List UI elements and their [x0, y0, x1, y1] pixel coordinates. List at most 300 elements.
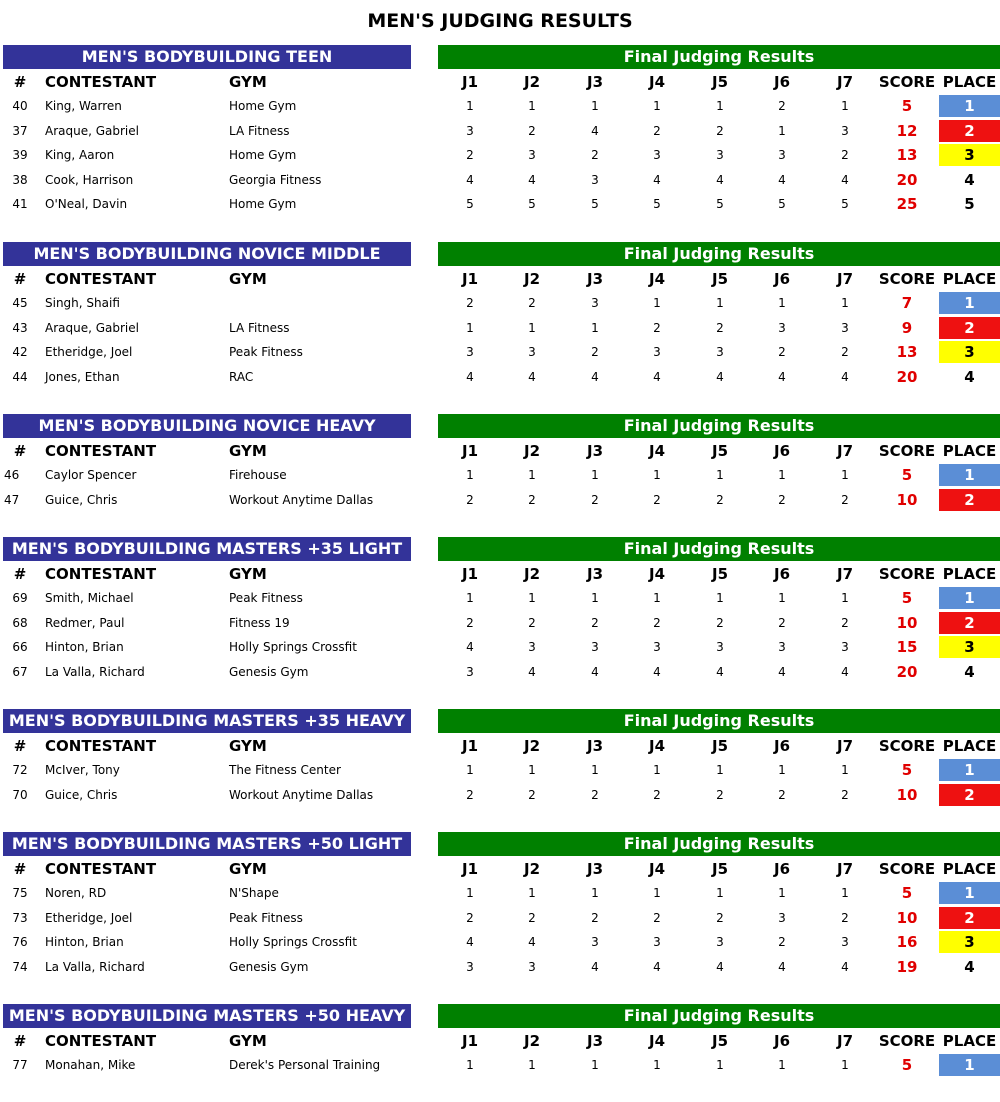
judge-3-score: 3: [591, 935, 599, 950]
contestant-number: 47: [4, 492, 20, 507]
total-score: 5: [901, 761, 913, 779]
place-value: 3: [964, 343, 975, 362]
judge-7-score: 2: [841, 492, 849, 507]
header-row: [0, 1029, 1000, 1053]
table-row: [0, 906, 1000, 930]
judge-2-score: 3: [528, 640, 536, 655]
judge-3-header: J3: [586, 442, 604, 460]
contestant-name: Monahan, Mike: [45, 1058, 136, 1072]
place-badge: [939, 341, 1000, 363]
judge-2-score: 2: [528, 123, 536, 138]
table-row: [0, 1053, 1000, 1077]
table-row: [0, 611, 1000, 635]
judge-4-header: J4: [648, 270, 666, 288]
place-header: PLACE: [942, 73, 997, 91]
table-row: [0, 930, 1000, 954]
judge-6-header: J6: [773, 442, 791, 460]
total-score: 15: [896, 638, 918, 657]
contestant-name: Araque, Gabriel: [45, 123, 139, 138]
gym-name: [229, 291, 434, 315]
place-value: 3: [964, 933, 975, 952]
judge-6-score: 5: [778, 197, 786, 212]
table-row: [0, 340, 1000, 364]
place-header: PLACE: [942, 270, 997, 288]
gym-name: Workout Anytime Dallas: [229, 492, 374, 507]
judge-4-score: 1: [653, 468, 661, 482]
judge-2-score: 2: [528, 296, 536, 310]
place-badge: [939, 882, 1000, 904]
judge-6-score: 1: [778, 123, 786, 138]
judge-3-score: 2: [591, 492, 599, 507]
place-value: 4: [964, 170, 975, 189]
judge-4-score: 2: [653, 910, 661, 925]
table-row: [0, 119, 1000, 143]
judge-2-score: 1: [528, 99, 536, 113]
contestant-name: La Valla, Richard: [45, 664, 145, 679]
judge-7-score: 1: [841, 763, 849, 777]
judge-3-score: 1: [591, 1058, 599, 1072]
judge-6-score: 4: [778, 369, 786, 384]
table-row: [0, 463, 1000, 487]
judge-2-score: 2: [528, 910, 536, 925]
judge-5-header: J5: [711, 860, 729, 878]
total-score: 19: [896, 957, 918, 976]
gym-header: GYM: [229, 1032, 267, 1050]
judge-7-score: 4: [841, 369, 849, 384]
judge-3-score: 2: [591, 345, 599, 360]
judge-3-score: 4: [591, 664, 599, 679]
judge-4-score: 3: [653, 935, 661, 950]
place-cell: [939, 291, 1000, 315]
place-badge: [939, 120, 1000, 142]
judge-2-score: 4: [528, 664, 536, 679]
judge-6-score: 4: [778, 959, 786, 974]
judge-1-score: 4: [466, 172, 474, 187]
gym-header: GYM: [229, 442, 267, 460]
place-cell: [939, 611, 1000, 635]
gym-name: Workout Anytime Dallas: [229, 787, 374, 802]
contestant-number: 76: [12, 935, 28, 950]
contestant-name: Singh, Shaifi: [45, 296, 120, 310]
place-value: 2: [964, 613, 975, 632]
judge-7-score: 4: [841, 172, 849, 187]
table-row: [0, 635, 1000, 659]
judge-4-header: J4: [648, 737, 666, 755]
place-cell: [939, 365, 1000, 389]
contestant-name: Etheridge, Joel: [45, 910, 133, 925]
judge-5-header: J5: [711, 270, 729, 288]
judge-1-score: 1: [466, 1058, 474, 1072]
gym-name: Georgia Fitness: [229, 172, 322, 187]
judge-3-score: 1: [591, 886, 599, 900]
judge-1-score: 1: [466, 320, 474, 335]
contestant-number: 43: [12, 320, 28, 335]
place-badge: [939, 587, 1000, 609]
judge-4-score: 2: [653, 320, 661, 335]
place-badge: [939, 636, 1000, 658]
judge-4-score: 3: [653, 345, 661, 360]
contestant-name: Etheridge, Joel: [45, 345, 133, 360]
num-header: #: [13, 737, 27, 755]
contestant-number: 45: [12, 296, 28, 310]
contestant-name: Guice, Chris: [45, 787, 118, 802]
place-value: 4: [964, 367, 975, 386]
table-row: [0, 783, 1000, 807]
num-header: #: [13, 270, 27, 288]
contestant-name: King, Warren: [45, 99, 122, 113]
final-results-banner: Final Judging Results: [438, 537, 1000, 561]
judge-4-score: 2: [653, 123, 661, 138]
table-row: [0, 192, 1000, 216]
contestant-number: 73: [12, 910, 28, 925]
contestant-header: CONTESTANT: [45, 1032, 157, 1050]
score-header: SCORE: [878, 1032, 936, 1050]
judge-5-score: 3: [716, 935, 724, 950]
judge-5-score: 1: [716, 591, 724, 605]
place-value: 5: [964, 195, 975, 214]
judge-5-score: 2: [716, 492, 724, 507]
place-value: 4: [964, 957, 975, 976]
judge-7-score: 1: [841, 1058, 849, 1072]
judge-1-score: 4: [466, 640, 474, 655]
num-header: #: [13, 565, 27, 583]
judge-2-score: 1: [528, 468, 536, 482]
category-banner: MEN'S BODYBUILDING MASTERS +50 LIGHT: [3, 832, 411, 856]
judge-6-header: J6: [773, 1032, 791, 1050]
place-value: 1: [964, 294, 975, 312]
judge-4-header: J4: [648, 565, 666, 583]
place-cell: [939, 340, 1000, 364]
judge-3-score: 3: [591, 172, 599, 187]
gym-name: Holly Springs Crossfit: [229, 640, 357, 655]
table-row: [0, 291, 1000, 315]
contestant-name: Araque, Gabriel: [45, 320, 139, 335]
judge-5-score: 3: [716, 345, 724, 360]
judge-6-score: 2: [778, 615, 786, 630]
judge-1-score: 3: [466, 959, 474, 974]
judge-7-header: J7: [836, 270, 854, 288]
place-value: 1: [964, 589, 975, 607]
judge-1-score: 1: [466, 763, 474, 777]
total-score: 13: [896, 146, 918, 165]
judge-3-score: 2: [591, 910, 599, 925]
judge-1-score: 1: [466, 886, 474, 900]
table-row: [0, 586, 1000, 610]
gym-name: The Fitness Center: [229, 763, 341, 777]
place-cell: [939, 586, 1000, 610]
contestant-name: Jones, Ethan: [45, 369, 120, 384]
place-badge: [939, 317, 1000, 339]
total-score: 5: [901, 466, 913, 484]
judge-3-score: 3: [591, 640, 599, 655]
contestant-number: 37: [12, 123, 28, 138]
judge-1-score: 2: [466, 615, 474, 630]
gym-name: N'Shape: [229, 886, 279, 900]
place-value: 2: [964, 490, 975, 509]
header-row: [0, 857, 1000, 881]
place-badge: [939, 784, 1000, 806]
judge-4-score: 1: [653, 296, 661, 310]
gym-name: Peak Fitness: [229, 345, 303, 360]
judge-4-header: J4: [648, 1032, 666, 1050]
judge-6-score: 2: [778, 492, 786, 507]
gym-name: RAC: [229, 369, 254, 384]
judge-7-score: 1: [841, 886, 849, 900]
place-badge: [939, 1054, 1000, 1076]
contestant-name: McIver, Tony: [45, 763, 120, 777]
score-header: SCORE: [878, 860, 936, 878]
judge-4-score: 3: [653, 640, 661, 655]
place-cell: [939, 881, 1000, 905]
total-score: 20: [896, 170, 918, 189]
final-results-banner: Final Judging Results: [438, 709, 1000, 733]
judge-7-header: J7: [836, 1032, 854, 1050]
contestant-number: 67: [12, 664, 28, 679]
judge-6-score: 2: [778, 935, 786, 950]
judge-5-score: 4: [716, 369, 724, 384]
total-score: 9: [901, 318, 913, 337]
judge-7-score: 3: [841, 640, 849, 655]
judge-1-score: 3: [466, 664, 474, 679]
contestant-number: 68: [12, 615, 28, 630]
place-badge: [939, 931, 1000, 953]
gym-name: Peak Fitness: [229, 591, 303, 605]
gym-header: GYM: [229, 73, 267, 91]
place-value: 3: [964, 146, 975, 165]
final-results-banner: Final Judging Results: [438, 832, 1000, 856]
gym-header: GYM: [229, 860, 267, 878]
gym-name: Home Gym: [229, 148, 297, 163]
gym-name: Peak Fitness: [229, 910, 303, 925]
place-cell: [939, 783, 1000, 807]
contestant-name: La Valla, Richard: [45, 959, 145, 974]
place-badge: [939, 144, 1000, 166]
score-header: SCORE: [878, 73, 936, 91]
judge-7-score: 1: [841, 99, 849, 113]
total-score: 20: [896, 367, 918, 386]
final-results-banner: Final Judging Results: [438, 414, 1000, 438]
judge-3-header: J3: [586, 270, 604, 288]
judge-3-score: 1: [591, 763, 599, 777]
judge-3-score: 3: [591, 296, 599, 310]
contestant-number: 75: [12, 886, 28, 900]
score-header: SCORE: [878, 737, 936, 755]
total-score: 10: [896, 908, 918, 927]
table-row: [0, 881, 1000, 905]
category-banner: MEN'S BODYBUILDING MASTERS +35 HEAVY: [3, 709, 411, 733]
judge-2-score: 1: [528, 591, 536, 605]
judge-5-score: 2: [716, 787, 724, 802]
judge-2-score: 2: [528, 615, 536, 630]
table-row: [0, 758, 1000, 782]
place-badge: [939, 464, 1000, 486]
header-row: [0, 267, 1000, 291]
judge-2-score: 1: [528, 763, 536, 777]
judge-4-score: 1: [653, 763, 661, 777]
judge-2-header: J2: [523, 270, 541, 288]
table-row: [0, 168, 1000, 192]
place-header: PLACE: [942, 860, 997, 878]
contestant-number: 74: [12, 959, 28, 974]
place-badge: [939, 292, 1000, 314]
judge-5-score: 4: [716, 172, 724, 187]
judge-3-score: 2: [591, 148, 599, 163]
judge-1-score: 2: [466, 910, 474, 925]
judge-4-score: 1: [653, 886, 661, 900]
place-cell: [939, 192, 1000, 216]
final-results-banner: Final Judging Results: [438, 45, 1000, 69]
judge-2-score: 4: [528, 369, 536, 384]
judge-5-score: 2: [716, 320, 724, 335]
place-header: PLACE: [942, 1032, 997, 1050]
judge-5-score: 2: [716, 615, 724, 630]
contestant-header: CONTESTANT: [45, 270, 157, 288]
place-value: 1: [964, 761, 975, 779]
judge-7-score: 2: [841, 345, 849, 360]
place-cell: [939, 143, 1000, 167]
judge-1-score: 2: [466, 296, 474, 310]
judge-2-header: J2: [523, 737, 541, 755]
judge-5-score: 1: [716, 763, 724, 777]
judge-3-score: 2: [591, 787, 599, 802]
contestant-number: 69: [12, 591, 28, 605]
judge-4-score: 4: [653, 369, 661, 384]
judge-3-header: J3: [586, 73, 604, 91]
judge-6-score: 4: [778, 172, 786, 187]
judge-3-score: 1: [591, 320, 599, 335]
place-cell: [939, 316, 1000, 340]
judge-7-score: 2: [841, 910, 849, 925]
judge-1-score: 1: [466, 468, 474, 482]
contestant-number: 46: [4, 468, 20, 482]
place-badge: [939, 95, 1000, 117]
place-badge: [939, 759, 1000, 781]
judge-2-score: 4: [528, 935, 536, 950]
judge-3-header: J3: [586, 565, 604, 583]
contestant-name: Hinton, Brian: [45, 935, 124, 950]
judge-6-score: 1: [778, 886, 786, 900]
judge-7-header: J7: [836, 442, 854, 460]
judge-7-score: 1: [841, 468, 849, 482]
table-row: [0, 316, 1000, 340]
judge-7-score: 3: [841, 123, 849, 138]
contestant-number: 42: [12, 345, 28, 360]
judge-2-score: 3: [528, 148, 536, 163]
total-score: 5: [901, 884, 913, 902]
gym-header: GYM: [229, 270, 267, 288]
place-header: PLACE: [942, 565, 997, 583]
judge-1-score: 5: [466, 197, 474, 212]
judge-4-score: 3: [653, 148, 661, 163]
judge-1-score: 1: [466, 591, 474, 605]
contestant-name: O'Neal, Davin: [45, 197, 128, 212]
contestant-name: Smith, Michael: [45, 591, 134, 605]
judge-5-score: 4: [716, 959, 724, 974]
judge-5-score: 3: [716, 148, 724, 163]
judge-2-header: J2: [523, 442, 541, 460]
table-row: [0, 660, 1000, 684]
judge-6-score: 1: [778, 1058, 786, 1072]
judge-4-score: 4: [653, 664, 661, 679]
judge-1-header: J1: [461, 737, 479, 755]
place-badge: [939, 907, 1000, 929]
place-value: 1: [964, 884, 975, 902]
judge-7-score: 4: [841, 664, 849, 679]
contestant-header: CONTESTANT: [45, 442, 157, 460]
judge-3-score: 1: [591, 591, 599, 605]
judge-3-score: 4: [591, 369, 599, 384]
contestant-number: 70: [12, 787, 28, 802]
judge-4-score: 1: [653, 591, 661, 605]
judge-7-score: 2: [841, 615, 849, 630]
judge-4-score: 5: [653, 197, 661, 212]
total-score: 10: [896, 490, 918, 509]
judge-1-score: 3: [466, 123, 474, 138]
judge-6-score: 1: [778, 296, 786, 310]
judge-4-score: 4: [653, 959, 661, 974]
judge-7-header: J7: [836, 565, 854, 583]
judge-5-score: 2: [716, 123, 724, 138]
contestant-number: 66: [12, 640, 28, 655]
place-cell: [939, 955, 1000, 979]
judge-7-score: 1: [841, 296, 849, 310]
judge-4-header: J4: [648, 73, 666, 91]
judge-7-score: 1: [841, 591, 849, 605]
score-header: SCORE: [878, 565, 936, 583]
judge-5-score: 3: [716, 640, 724, 655]
judge-1-header: J1: [461, 1032, 479, 1050]
place-cell: [939, 906, 1000, 930]
judge-2-score: 3: [528, 345, 536, 360]
contestant-header: CONTESTANT: [45, 860, 157, 878]
judge-7-score: 3: [841, 320, 849, 335]
judge-5-header: J5: [711, 737, 729, 755]
header-row: [0, 70, 1000, 94]
category-banner: MEN'S BODYBUILDING NOVICE HEAVY: [3, 414, 411, 438]
judge-1-header: J1: [461, 442, 479, 460]
judge-5-header: J5: [711, 73, 729, 91]
judge-5-score: 1: [716, 296, 724, 310]
num-header: #: [13, 860, 27, 878]
place-cell: [939, 930, 1000, 954]
contestant-number: 39: [12, 148, 28, 163]
place-value: 1: [964, 466, 975, 484]
total-score: 20: [896, 662, 918, 681]
contestant-number: 38: [12, 172, 28, 187]
contestant-header: CONTESTANT: [45, 73, 157, 91]
judge-6-score: 3: [778, 910, 786, 925]
judge-6-score: 1: [778, 763, 786, 777]
judge-2-score: 1: [528, 320, 536, 335]
judge-3-score: 4: [591, 959, 599, 974]
judge-6-score: 2: [778, 345, 786, 360]
judge-3-score: 1: [591, 99, 599, 113]
judge-2-score: 1: [528, 1058, 536, 1072]
judge-6-score: 2: [778, 99, 786, 113]
judge-2-score: 3: [528, 959, 536, 974]
judge-6-header: J6: [773, 860, 791, 878]
contestant-name: Cook, Harrison: [45, 172, 134, 187]
table-row: [0, 955, 1000, 979]
total-score: 10: [896, 613, 918, 632]
judge-6-score: 3: [778, 320, 786, 335]
place-value: 1: [964, 97, 975, 115]
total-score: 25: [896, 195, 918, 214]
contestant-name: Guice, Chris: [45, 492, 118, 507]
gym-name: Genesis Gym: [229, 959, 309, 974]
judge-5-score: 1: [716, 99, 724, 113]
judge-6-header: J6: [773, 270, 791, 288]
